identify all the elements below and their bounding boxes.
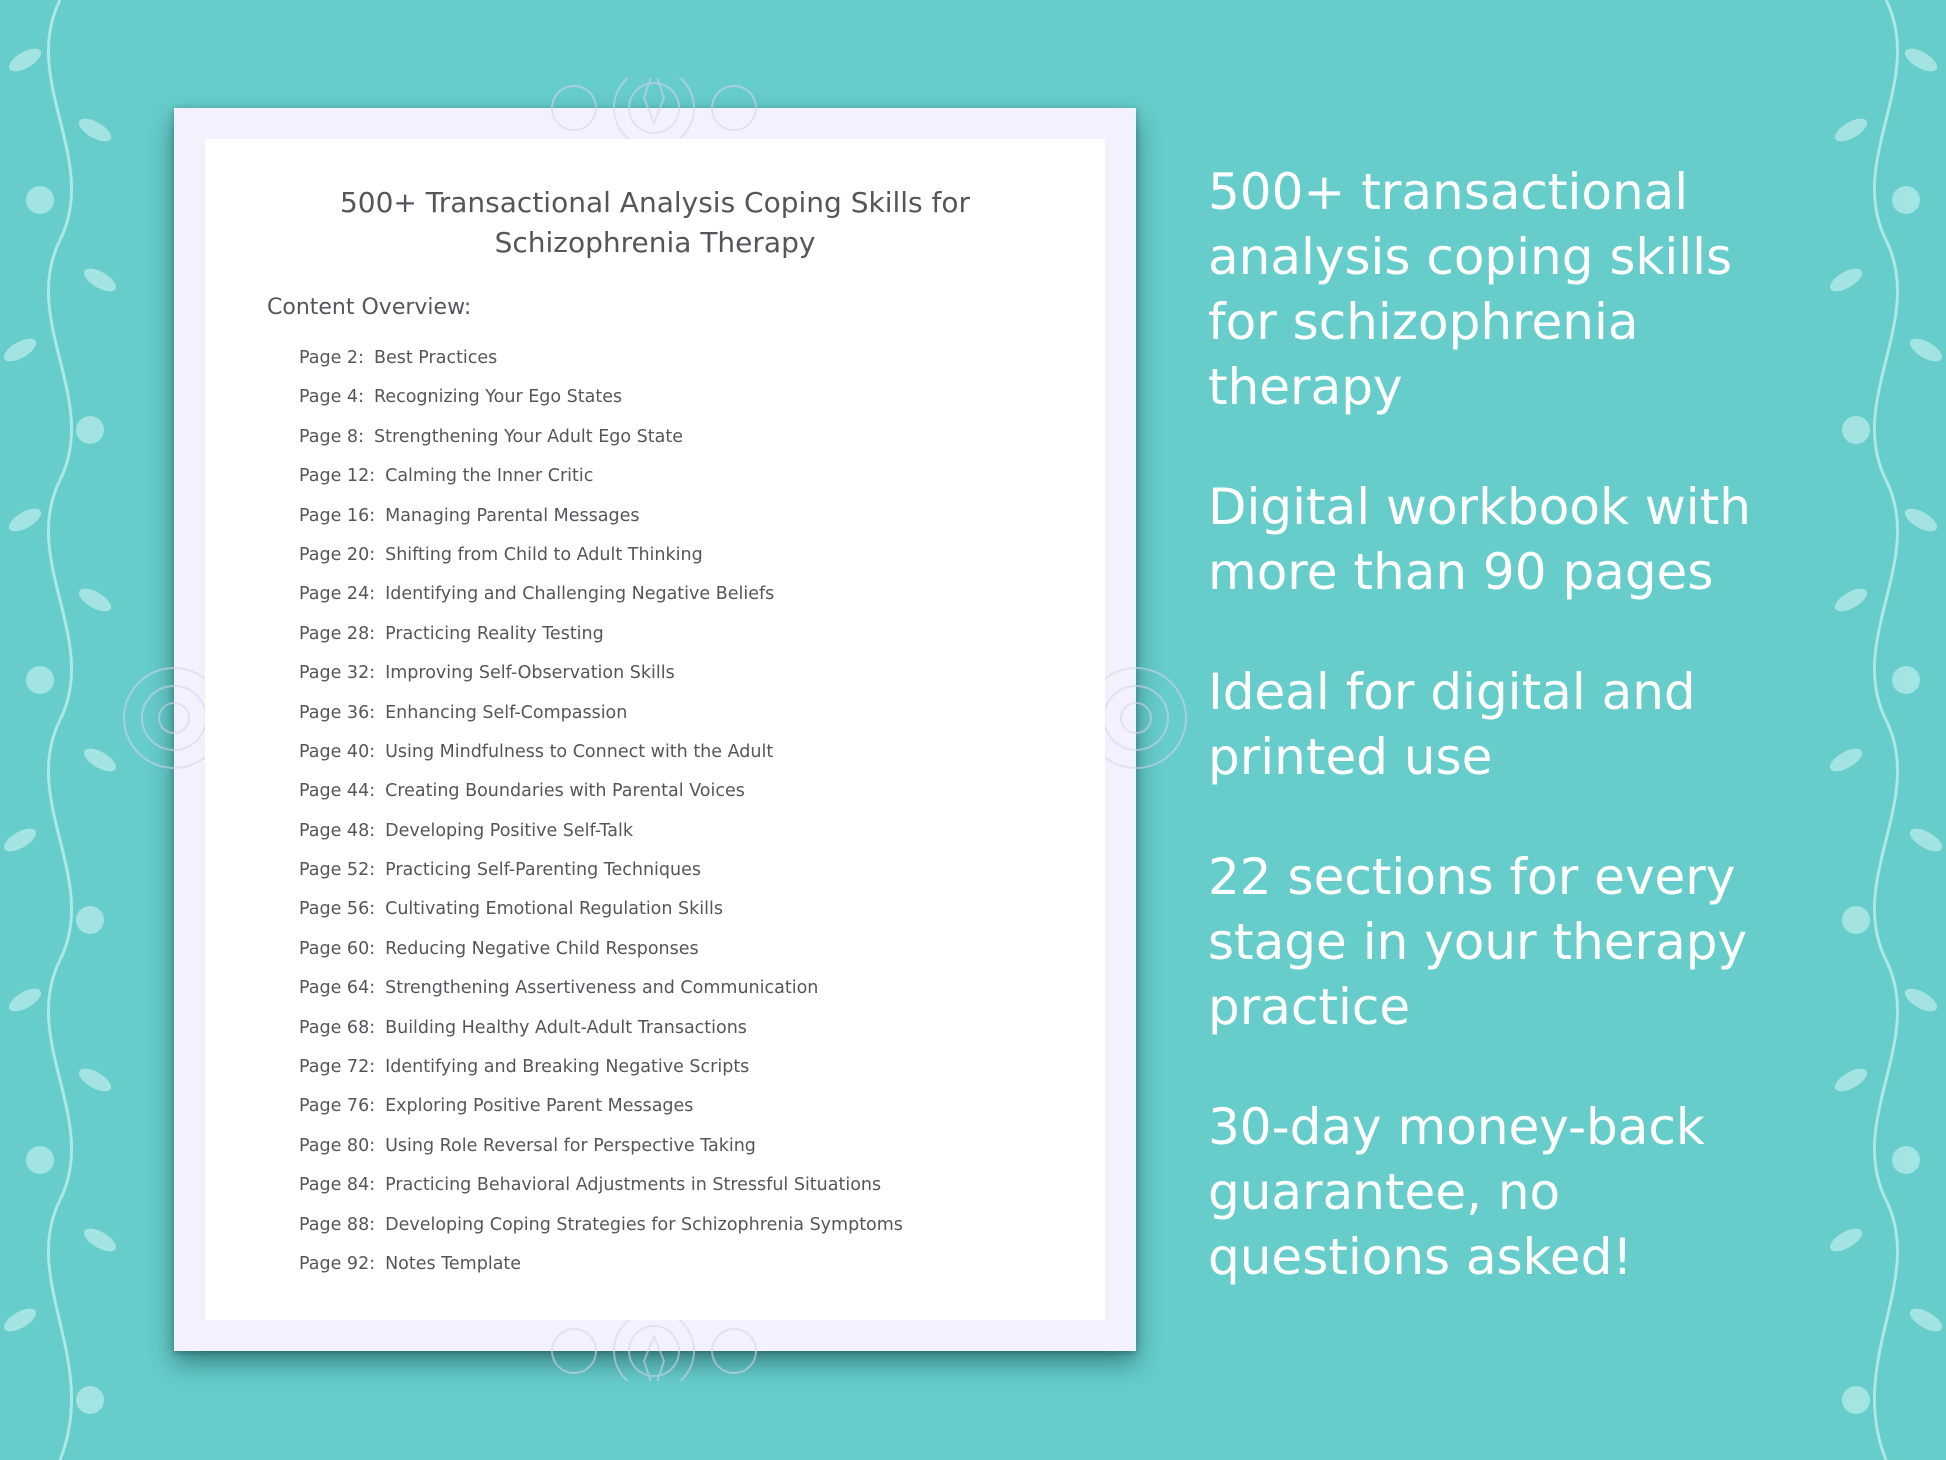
toc-item bbox=[299, 930, 903, 969]
toc-page-number: Page 4: bbox=[299, 387, 364, 408]
toc-title: Reducing Negative Child Responses bbox=[385, 938, 699, 959]
toc-page-number: Page 20: bbox=[299, 544, 376, 565]
toc-item bbox=[299, 1009, 903, 1048]
feature-list bbox=[1208, 160, 1928, 1345]
feature-digital-printed bbox=[1208, 660, 1928, 790]
toc-item bbox=[299, 378, 903, 417]
toc-title: Recognizing Your Ego States bbox=[373, 387, 623, 408]
toc-item bbox=[299, 497, 903, 536]
toc-item bbox=[299, 1127, 903, 1166]
toc-page-number: Page 92: bbox=[299, 1253, 376, 1274]
toc-title: Best Practices bbox=[373, 348, 498, 368]
toc-title: Identifying and Challenging Negative Beliefs bbox=[385, 584, 775, 605]
toc-title: Developing Coping Strategies for Schizophrenia Symptoms bbox=[385, 1214, 903, 1235]
toc-page-number: Page 64: bbox=[299, 978, 376, 999]
toc-item bbox=[299, 851, 903, 890]
toc-item bbox=[299, 733, 903, 772]
toc-page-number: Page 32: bbox=[299, 663, 376, 684]
toc-title: Practicing Reality Testing bbox=[385, 623, 604, 644]
toc-title: Strengthening Assertiveness and Communication bbox=[385, 978, 819, 999]
feature-line: questions asked! bbox=[1208, 1228, 1633, 1286]
toc-title: Practicing Self-Parenting Techniques bbox=[385, 860, 701, 881]
feature-line: 500+ transactional bbox=[1208, 163, 1689, 221]
toc-item bbox=[299, 890, 903, 929]
toc-title: Building Healthy Adult-Adult Transactions bbox=[385, 1017, 747, 1038]
toc-item bbox=[299, 1087, 903, 1126]
toc-title: Shifting from Child to Adult Thinking bbox=[385, 544, 703, 565]
toc-item bbox=[299, 615, 903, 654]
feature-line: therapy bbox=[1208, 358, 1403, 416]
toc-item bbox=[299, 457, 903, 496]
feature-line: printed use bbox=[1208, 728, 1493, 786]
feature-line: Ideal for digital and bbox=[1208, 663, 1696, 721]
toc-page-number: Page 88: bbox=[299, 1214, 376, 1235]
toc-page-number: Page 56: bbox=[299, 899, 376, 920]
feature-sections bbox=[1208, 845, 1928, 1040]
workbook-page-content bbox=[205, 139, 1105, 1320]
toc-page-number: Page 72: bbox=[299, 1057, 376, 1078]
toc-title: Enhancing Self-Compassion bbox=[385, 702, 628, 723]
toc-title: Calming the Inner Critic bbox=[385, 466, 594, 487]
toc-item bbox=[299, 418, 903, 457]
workbook-title bbox=[205, 183, 1105, 263]
toc-page-number: Page 2: bbox=[299, 348, 364, 368]
toc-item bbox=[299, 1166, 903, 1205]
toc-title: Notes Template bbox=[385, 1253, 522, 1274]
feature-line: Digital workbook with bbox=[1208, 478, 1751, 536]
toc-page-number: Page 84: bbox=[299, 1175, 376, 1196]
feature-line: analysis coping skills bbox=[1208, 228, 1733, 286]
toc-item bbox=[299, 969, 903, 1008]
toc-page-number: Page 12: bbox=[299, 466, 376, 487]
toc-item bbox=[299, 1048, 903, 1087]
toc-page-number: Page 52: bbox=[299, 860, 376, 881]
toc-title: Identifying and Breaking Negative Scripts bbox=[385, 1057, 750, 1078]
toc-page-number: Page 80: bbox=[299, 1135, 376, 1156]
content-overview-label: Content Overview: bbox=[267, 295, 472, 320]
feature-line: stage in your therapy bbox=[1208, 913, 1748, 971]
feature-line: practice bbox=[1208, 978, 1411, 1036]
toc-page-number: Page 16: bbox=[299, 505, 376, 526]
toc-title: Using Mindfulness to Connect with the Adult bbox=[385, 741, 774, 762]
toc-page-number: Page 24: bbox=[299, 584, 376, 605]
feature-line: 30-day money-back bbox=[1208, 1098, 1705, 1156]
table-of-contents bbox=[299, 339, 903, 1284]
workbook-page bbox=[174, 108, 1136, 1351]
toc-item bbox=[299, 536, 903, 575]
workbook-title-line2: Schizophrenia Therapy bbox=[494, 226, 816, 259]
toc-item bbox=[299, 1206, 903, 1245]
toc-page-number: Page 48: bbox=[299, 820, 376, 841]
toc-title: Managing Parental Messages bbox=[385, 505, 640, 526]
toc-page-number: Page 36: bbox=[299, 702, 376, 723]
toc-title: Cultivating Emotional Regulation Skills bbox=[385, 899, 723, 920]
toc-page-number: Page 76: bbox=[299, 1096, 376, 1117]
feature-line: 22 sections for every bbox=[1208, 848, 1736, 906]
feature-line: more than 90 pages bbox=[1208, 543, 1714, 601]
toc-page-number: Page 68: bbox=[299, 1017, 376, 1038]
feature-coping-skills bbox=[1208, 160, 1928, 420]
workbook-title-line1: 500+ Transactional Analysis Coping Skills for bbox=[339, 186, 971, 219]
toc-page-number: Page 44: bbox=[299, 781, 376, 802]
toc-title: Creating Boundaries with Parental Voices bbox=[385, 781, 745, 802]
toc-page-number: Page 8: bbox=[299, 426, 364, 447]
toc-item bbox=[299, 1245, 903, 1284]
toc-title: Exploring Positive Parent Messages bbox=[385, 1096, 694, 1117]
toc-title: Developing Positive Self-Talk bbox=[385, 820, 633, 841]
toc-item bbox=[299, 575, 903, 614]
toc-page-number: Page 28: bbox=[299, 623, 376, 644]
toc-item bbox=[299, 694, 903, 733]
feature-digital-workbook bbox=[1208, 475, 1928, 605]
feature-line: for schizophrenia bbox=[1208, 293, 1639, 351]
toc-item bbox=[299, 654, 903, 693]
toc-item bbox=[299, 812, 903, 851]
toc-title: Using Role Reversal for Perspective Taking bbox=[385, 1135, 756, 1156]
toc-title: Practicing Behavioral Adjustments in Stressful Situations bbox=[385, 1175, 882, 1196]
toc-item bbox=[299, 339, 903, 378]
feature-line: guarantee, no bbox=[1208, 1163, 1561, 1221]
toc-title: Improving Self-Observation Skills bbox=[385, 663, 675, 684]
toc-title: Strengthening Your Adult Ego State bbox=[373, 426, 683, 447]
toc-page-number: Page 60: bbox=[299, 938, 376, 959]
toc-page-number: Page 40: bbox=[299, 741, 376, 762]
feature-guarantee bbox=[1208, 1095, 1928, 1290]
toc-item bbox=[299, 772, 903, 811]
